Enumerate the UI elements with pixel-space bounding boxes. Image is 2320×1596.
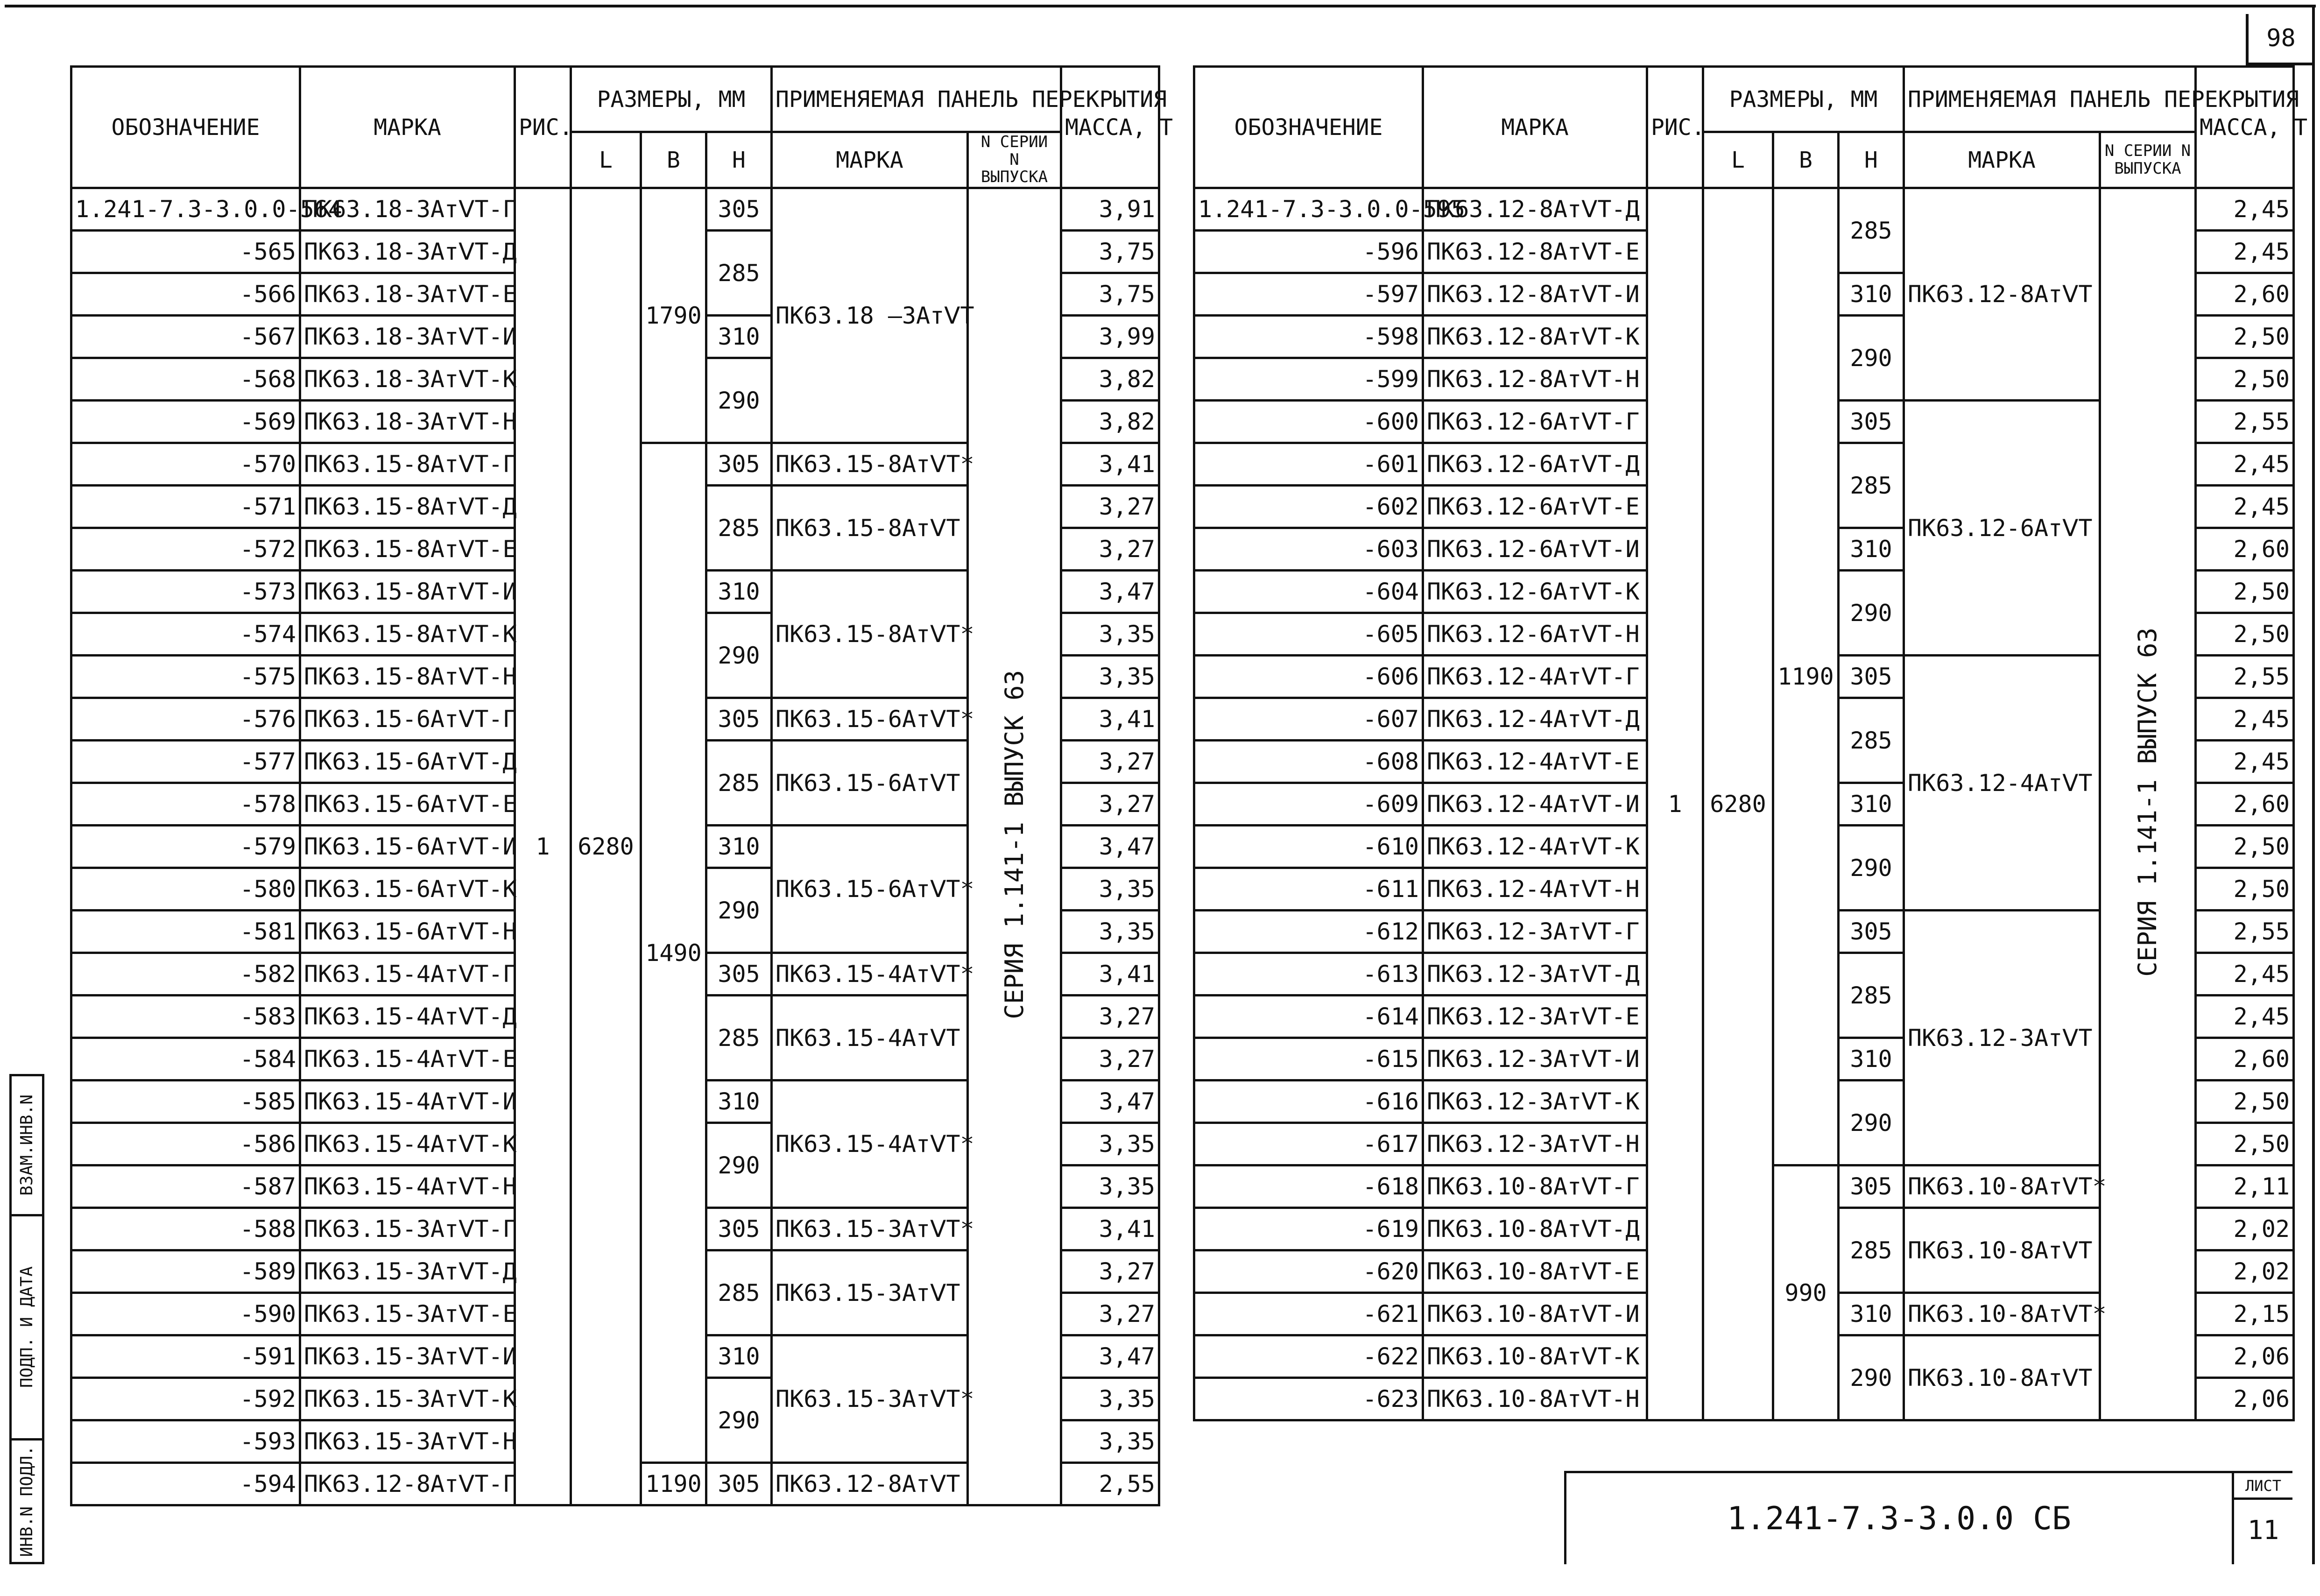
brand-cell: ПК63.12-3АтⅤТ-Н: [1423, 1123, 1647, 1165]
height-cell: 290: [706, 358, 772, 443]
brand-cell: ПК63.18-3АтⅤТ-Н: [300, 401, 515, 443]
mass-cell: 3,99: [1061, 316, 1159, 358]
panel-brand-cell: ПК63.15-4АтⅤТ*: [772, 953, 968, 996]
page-number-box: [2246, 14, 2313, 65]
brand-cell: ПК63.12-4АтⅤТ-Е: [1423, 741, 1647, 783]
designation-cell: -605: [1194, 613, 1423, 656]
brand-cell: ПК63.12-4АтⅤТ-Д: [1423, 698, 1647, 741]
height-cell: 285: [706, 1250, 772, 1335]
mass-cell: 3,47: [1061, 1080, 1159, 1123]
height-cell: 305: [1839, 656, 1904, 698]
mass-cell: 3,27: [1061, 741, 1159, 783]
height-cell: 290: [706, 1378, 772, 1463]
brand-cell: ПК63.15-6АтⅤТ-К: [300, 868, 515, 911]
header-panel-series: N СЕРИИ N ВЫПУСКА: [968, 132, 1061, 188]
series-cell: [968, 188, 1061, 1505]
mass-cell: 2,06: [2196, 1335, 2294, 1378]
header-fig: РИС.: [1647, 67, 1703, 188]
inv-label: ИНВ.N ПОДЛ.: [17, 1445, 36, 1557]
designation-cell: -572: [71, 528, 300, 571]
brand-cell: ПК63.15-8АтⅤТ-И: [300, 571, 515, 613]
series-note: СЕРИЯ 1.141-1 ВЫПУСК 63: [999, 670, 1029, 1019]
mass-cell: 3,82: [1061, 358, 1159, 401]
mass-cell: 3,35: [1061, 656, 1159, 698]
brand-cell: ПК63.12-3АтⅤТ-Г: [1423, 911, 1647, 953]
brand-cell: ПК63.15-4АтⅤТ-И: [300, 1080, 515, 1123]
panel-brand-cell: ПК63.10-8АтⅤТ*: [1904, 1165, 2100, 1208]
panel-brand-cell: ПК63.15-6АтⅤТ*: [772, 826, 968, 953]
brand-cell: ПК63.18-3АтⅤТ-Д: [300, 231, 515, 273]
designation-cell: -575: [71, 656, 300, 698]
page-number: 98: [2266, 24, 2296, 52]
designation-cell: -601: [1194, 443, 1423, 486]
fig-cell: 1: [515, 188, 571, 1505]
height-cell: 305: [706, 698, 772, 741]
brand-cell: ПК63.15-6АтⅤТ-Д: [300, 741, 515, 783]
designation-cell: -617: [1194, 1123, 1423, 1165]
designation-cell: -581: [71, 911, 300, 953]
right-border-line: [2312, 5, 2315, 1564]
spec-table-right: [1193, 65, 2308, 1421]
mass-cell: 3,35: [1061, 1420, 1159, 1463]
designation-cell: -614: [1194, 996, 1423, 1038]
width-cell: 1790: [641, 188, 706, 443]
header-fig: РИС.: [515, 67, 571, 188]
brand-cell: ПК63.10-8АтⅤТ-Д: [1423, 1208, 1647, 1250]
width-cell: 1490: [641, 443, 706, 1463]
mass-cell: 2,45: [2196, 741, 2294, 783]
designation-cell: -598: [1194, 316, 1423, 358]
height-cell: 290: [1839, 571, 1904, 656]
brand-cell: ПК63.18-3АтⅤТ-Е: [300, 273, 515, 316]
mass-cell: 3,27: [1061, 1250, 1159, 1293]
brand-cell: ПК63.12-3АтⅤТ-К: [1423, 1080, 1647, 1123]
brand-cell: ПК63.12-6АтⅤТ-Д: [1423, 443, 1647, 486]
brand-cell: ПК63.12-8АтⅤТ-Д: [1423, 188, 1647, 231]
panel-brand-cell: ПК63.15-6АтⅤТ: [772, 741, 968, 826]
brand-cell: ПК63.12-3АтⅤТ-И: [1423, 1038, 1647, 1080]
sign-date-label: ПОДП. И ДАТА: [17, 1266, 36, 1388]
mass-cell: 3,35: [1061, 1123, 1159, 1165]
series-note: СЕРИЯ 1.141-1 ВЫПУСК 63: [2133, 628, 2163, 977]
mass-cell: 3,47: [1061, 1335, 1159, 1378]
designation-cell: -611: [1194, 868, 1423, 911]
brand-cell: ПК63.10-8АтⅤТ-Е: [1423, 1250, 1647, 1293]
mass-cell: 3,27: [1061, 1038, 1159, 1080]
brand-cell: ПК63.12-6АтⅤТ-Н: [1423, 613, 1647, 656]
header-h: H: [1839, 132, 1904, 188]
mass-cell: 3,27: [1061, 528, 1159, 571]
designation-cell: -569: [71, 401, 300, 443]
designation-cell: -619: [1194, 1208, 1423, 1250]
designation-cell: -616: [1194, 1080, 1423, 1123]
height-cell: 285: [1839, 1208, 1904, 1293]
panel-brand-cell: ПК63.12-4АтⅤТ: [1904, 656, 2100, 911]
designation-cell: -573: [71, 571, 300, 613]
designation-cell: -600: [1194, 401, 1423, 443]
spec-table-left: [70, 65, 1173, 1506]
designation-cell: -584: [71, 1038, 300, 1080]
mass-cell: 2,55: [2196, 911, 2294, 953]
brand-cell: ПК63.12-8АтⅤТ-К: [1423, 316, 1647, 358]
designation-cell: -594: [71, 1463, 300, 1505]
brand-cell: ПК63.12-3АтⅤТ-Д: [1423, 953, 1647, 996]
panel-brand-cell: ПК63.15-3АтⅤТ*: [772, 1335, 968, 1463]
mass-cell: 2,11: [2196, 1165, 2294, 1208]
panel-brand-cell: ПК63.10-8АтⅤТ: [1904, 1335, 2100, 1420]
panel-brand-cell: ПК63.15-4АтⅤТ: [772, 996, 968, 1080]
brand-cell: ПК63.12-8АтⅤТ-И: [1423, 273, 1647, 316]
mass-cell: 2,45: [2196, 231, 2294, 273]
mass-cell: 2,50: [2196, 868, 2294, 911]
mass-cell: 2,06: [2196, 1378, 2294, 1420]
height-cell: 290: [1839, 1335, 1904, 1420]
header-dims: РАЗМЕРЫ, ММ: [571, 67, 772, 132]
designation-cell: -580: [71, 868, 300, 911]
designation-cell: -588: [71, 1208, 300, 1250]
brand-cell: ПК63.18-3АтⅤТ-И: [300, 316, 515, 358]
brand-cell: ПК63.15-4АтⅤТ-Е: [300, 1038, 515, 1080]
height-cell: 305: [1839, 1165, 1904, 1208]
mass-cell: 3,27: [1061, 996, 1159, 1038]
mass-cell: 3,35: [1061, 868, 1159, 911]
mass-cell: 3,35: [1061, 1378, 1159, 1420]
brand-cell: ПК63.12-4АтⅤТ-И: [1423, 783, 1647, 826]
width-cell: 1190: [641, 1463, 706, 1505]
mass-cell: 2,55: [2196, 656, 2294, 698]
height-cell: 290: [1839, 316, 1904, 401]
fig-cell: 1: [1647, 188, 1703, 1420]
brand-cell: ПК63.15-3АтⅤТ-Г: [300, 1208, 515, 1250]
height-cell: 285: [706, 486, 772, 571]
designation-cell: -579: [71, 826, 300, 868]
height-cell: 305: [706, 953, 772, 996]
height-cell: 290: [706, 613, 772, 698]
header-panel-brand: МАРКА: [772, 132, 968, 188]
mass-cell: 2,60: [2196, 528, 2294, 571]
length-cell: 6280: [1703, 188, 1773, 1420]
brand-cell: ПК63.12-8АтⅤТ-Е: [1423, 231, 1647, 273]
brand-cell: ПК63.12-4АтⅤТ-К: [1423, 826, 1647, 868]
mass-cell: 3,41: [1061, 953, 1159, 996]
height-cell: 310: [706, 1080, 772, 1123]
mass-cell: 2,60: [2196, 273, 2294, 316]
designation-cell: -603: [1194, 528, 1423, 571]
brand-cell: ПК63.15-3АтⅤТ-Е: [300, 1293, 515, 1335]
brand-cell: ПК63.12-3АтⅤТ-Е: [1423, 996, 1647, 1038]
designation-cell: -623: [1194, 1378, 1423, 1420]
series-cell: [2100, 188, 2196, 1420]
height-cell: 285: [706, 231, 772, 316]
designation-cell: -608: [1194, 741, 1423, 783]
designation-cell: -622: [1194, 1335, 1423, 1378]
panel-brand-cell: ПК63.15-8АтⅤТ*: [772, 571, 968, 698]
mass-cell: 3,41: [1061, 443, 1159, 486]
designation-cell: -613: [1194, 953, 1423, 996]
designation-cell: -583: [71, 996, 300, 1038]
brand-cell: ПК63.12-4АтⅤТ-Н: [1423, 868, 1647, 911]
header-panel-series: N СЕРИИ N ВЫПУСКА: [2100, 132, 2196, 188]
designation-cell: -586: [71, 1123, 300, 1165]
brand-cell: ПК63.10-8АтⅤТ-И: [1423, 1293, 1647, 1335]
height-cell: 310: [1839, 1038, 1904, 1080]
mass-cell: 3,47: [1061, 826, 1159, 868]
header-brand: МАРКА: [300, 67, 515, 188]
brand-cell: ПК63.12-6АтⅤТ-И: [1423, 528, 1647, 571]
height-cell: 305: [706, 1463, 772, 1505]
height-cell: 285: [706, 741, 772, 826]
panel-brand-cell: ПК63.10-8АтⅤТ: [1904, 1208, 2100, 1293]
mass-cell: 2,55: [1061, 1463, 1159, 1505]
table-row: [71, 188, 1159, 231]
table-row: [1194, 188, 2294, 231]
brand-cell: ПК63.15-8АтⅤТ-К: [300, 613, 515, 656]
mass-cell: 3,27: [1061, 783, 1159, 826]
mass-cell: 2,50: [2196, 571, 2294, 613]
brand-cell: ПК63.15-8АтⅤТ-Д: [300, 486, 515, 528]
mass-cell: 2,60: [2196, 783, 2294, 826]
brand-cell: ПК63.18-3АтⅤТ-Г: [300, 188, 515, 231]
mass-cell: 3,82: [1061, 401, 1159, 443]
brand-cell: ПК63.12-4АтⅤТ-Г: [1423, 656, 1647, 698]
width-cell: 1190: [1773, 188, 1839, 1165]
mass-cell: 2,50: [2196, 1080, 2294, 1123]
height-cell: 305: [706, 188, 772, 231]
designation-cell: -574: [71, 613, 300, 656]
header-b: B: [641, 132, 706, 188]
brand-cell: ПК63.15-8АтⅤТ-Е: [300, 528, 515, 571]
mass-cell: 3,35: [1061, 1165, 1159, 1208]
designation-cell: -578: [71, 783, 300, 826]
header-h: H: [706, 132, 772, 188]
designation-cell: -604: [1194, 571, 1423, 613]
designation-cell: -592: [71, 1378, 300, 1420]
mass-cell: 2,50: [2196, 826, 2294, 868]
mass-cell: 3,91: [1061, 188, 1159, 231]
designation-cell: -599: [1194, 358, 1423, 401]
sign-date-cell: [12, 1216, 42, 1441]
brand-cell: ПК63.10-8АтⅤТ-К: [1423, 1335, 1647, 1378]
height-cell: 285: [1839, 953, 1904, 1038]
brand-cell: ПК63.10-8АтⅤТ-Н: [1423, 1378, 1647, 1420]
designation-cell: -606: [1194, 656, 1423, 698]
sheet-number: 11: [2247, 1515, 2279, 1546]
panel-brand-cell: ПК63.15-8АтⅤТ*: [772, 443, 968, 486]
panel-brand-cell: ПК63.15-3АтⅤТ*: [772, 1208, 968, 1250]
mass-cell: 2,45: [2196, 443, 2294, 486]
header-l: L: [571, 132, 641, 188]
brand-cell: ПК63.15-3АтⅤТ-Д: [300, 1250, 515, 1293]
title-block: [1564, 1471, 2292, 1564]
designation-cell: -615: [1194, 1038, 1423, 1080]
brand-cell: ПК63.10-8АтⅤТ-Г: [1423, 1165, 1647, 1208]
panel-brand-cell: ПК63.15-4АтⅤТ*: [772, 1080, 968, 1208]
designation-cell: -566: [71, 273, 300, 316]
brand-cell: ПК63.15-6АтⅤТ-Е: [300, 783, 515, 826]
mass-cell: 3,41: [1061, 1208, 1159, 1250]
brand-cell: ПК63.15-8АтⅤТ-Н: [300, 656, 515, 698]
inv-cell: [12, 1441, 42, 1562]
mass-cell: 3,35: [1061, 911, 1159, 953]
brand-cell: ПК63.15-4АтⅤТ-Н: [300, 1165, 515, 1208]
mass-cell: 2,50: [2196, 316, 2294, 358]
designation-cell: -607: [1194, 698, 1423, 741]
designation-cell: -567: [71, 316, 300, 358]
panel-brand-cell: ПК63.15-8АтⅤТ: [772, 486, 968, 571]
mass-cell: 3,35: [1061, 613, 1159, 656]
designation-cell: -570: [71, 443, 300, 486]
brand-cell: ПК63.12-6АтⅤТ-К: [1423, 571, 1647, 613]
header-mass: МАССА, Т: [2196, 67, 2294, 188]
mass-cell: 3,27: [1061, 486, 1159, 528]
mass-cell: 3,75: [1061, 231, 1159, 273]
height-cell: 305: [1839, 911, 1904, 953]
designation-cell: -593: [71, 1420, 300, 1463]
designation-cell: -591: [71, 1335, 300, 1378]
height-cell: 310: [1839, 783, 1904, 826]
mass-cell: 2,50: [2196, 613, 2294, 656]
mass-cell: 2,45: [2196, 698, 2294, 741]
height-cell: 290: [706, 868, 772, 953]
height-cell: 310: [706, 826, 772, 868]
brand-cell: ПК63.15-6АтⅤТ-Г: [300, 698, 515, 741]
brand-cell: ПК63.12-8АтⅤТ-Н: [1423, 358, 1647, 401]
height-cell: 290: [1839, 826, 1904, 911]
mass-cell: 3,47: [1061, 571, 1159, 613]
side-stamp: [9, 1074, 44, 1564]
mass-cell: 2,45: [2196, 953, 2294, 996]
document-code: 1.241-7.3-3.0.0 СБ: [1727, 1500, 2071, 1537]
brand-cell: ПК63.15-6АтⅤТ-И: [300, 826, 515, 868]
designation-cell: -621: [1194, 1293, 1423, 1335]
header-panel: ПРИМЕНЯЕМАЯ ПАНЕЛЬ ПЕРЕКРЫТИЯ: [772, 67, 1061, 132]
mass-cell: 2,15: [2196, 1293, 2294, 1335]
panel-brand-cell: ПК63.15-6АтⅤТ*: [772, 698, 968, 741]
header-mass: МАССА, Т: [1061, 67, 1159, 188]
designation-cell: -596: [1194, 231, 1423, 273]
mass-cell: 2,50: [2196, 1123, 2294, 1165]
mass-cell: 2,45: [2196, 996, 2294, 1038]
height-cell: 285: [1839, 188, 1904, 273]
header-panel-brand: МАРКА: [1904, 132, 2100, 188]
brand-cell: ПК63.15-4АтⅤТ-Д: [300, 996, 515, 1038]
header-designation: ОБОЗНАЧЕНИЕ: [1194, 67, 1423, 188]
height-cell: 285: [1839, 443, 1904, 528]
panel-brand-cell: ПК63.12-6АтⅤТ: [1904, 401, 2100, 656]
header-brand: МАРКА: [1423, 67, 1647, 188]
designation-cell: -590: [71, 1293, 300, 1335]
brand-cell: ПК63.15-6АтⅤТ-Н: [300, 911, 515, 953]
brand-cell: ПК63.15-3АтⅤТ-К: [300, 1378, 515, 1420]
designation-cell: -618: [1194, 1165, 1423, 1208]
height-cell: 310: [706, 571, 772, 613]
brand-cell: ПК63.15-8АтⅤТ-Г: [300, 443, 515, 486]
height-cell: 310: [1839, 1293, 1904, 1335]
mass-cell: 3,75: [1061, 273, 1159, 316]
designation-cell: 1.241-7.3-3.0.0-564: [71, 188, 300, 231]
mass-cell: 2,60: [2196, 1038, 2294, 1080]
height-cell: 305: [1839, 401, 1904, 443]
top-border-line: [5, 5, 2316, 7]
panel-brand-cell: ПК63.12-8АтⅤТ: [1904, 188, 2100, 401]
header-designation: ОБОЗНАЧЕНИЕ: [71, 67, 300, 188]
panel-brand-cell: ПК63.18 –3АтⅤТ: [772, 188, 968, 443]
brand-cell: ПК63.15-3АтⅤТ-Н: [300, 1420, 515, 1463]
mass-cell: 3,27: [1061, 1293, 1159, 1335]
designation-cell: -577: [71, 741, 300, 783]
brand-cell: ПК63.15-3АтⅤТ-И: [300, 1335, 515, 1378]
mass-cell: 2,02: [2196, 1208, 2294, 1250]
brand-cell: ПК63.18-3АтⅤТ-К: [300, 358, 515, 401]
sheet-box: [2232, 1473, 2292, 1564]
height-cell: 305: [706, 443, 772, 486]
designation-cell: -610: [1194, 826, 1423, 868]
panel-brand-cell: ПК63.15-3АтⅤТ: [772, 1250, 968, 1335]
mass-cell: 2,45: [2196, 486, 2294, 528]
brand-cell: ПК63.15-4АтⅤТ-Г: [300, 953, 515, 996]
mass-cell: 2,45: [2196, 188, 2294, 231]
panel-brand-cell: ПК63.12-3АтⅤТ: [1904, 911, 2100, 1165]
height-cell: 290: [1839, 1080, 1904, 1165]
designation-cell: 1.241-7.3-3.0.0-595: [1194, 188, 1423, 231]
height-cell: 285: [1839, 698, 1904, 783]
mass-cell: 3,41: [1061, 698, 1159, 741]
brand-cell: ПК63.12-6АтⅤТ-Г: [1423, 401, 1647, 443]
header-panel: ПРИМЕНЯЕМАЯ ПАНЕЛЬ ПЕРЕКРЫТИЯ: [1904, 67, 2196, 132]
designation-cell: -597: [1194, 273, 1423, 316]
designation-cell: -589: [71, 1250, 300, 1293]
header-l: L: [1703, 132, 1773, 188]
header-b: B: [1773, 132, 1839, 188]
designation-cell: -612: [1194, 911, 1423, 953]
width-cell: 990: [1773, 1165, 1839, 1420]
panel-brand-cell: ПК63.12-8АтⅤТ: [772, 1463, 968, 1505]
designation-cell: -582: [71, 953, 300, 996]
designation-cell: -602: [1194, 486, 1423, 528]
sheet-label: ЛИСТ: [2234, 1477, 2292, 1500]
designation-cell: -587: [71, 1165, 300, 1208]
height-cell: 305: [706, 1208, 772, 1250]
designation-cell: -571: [71, 486, 300, 528]
height-cell: 285: [706, 996, 772, 1080]
panel-brand-cell: ПК63.10-8АтⅤТ*: [1904, 1293, 2100, 1335]
replace-inv-cell: [12, 1076, 42, 1216]
length-cell: 6280: [571, 188, 641, 1505]
height-cell: 310: [1839, 528, 1904, 571]
designation-cell: -565: [71, 231, 300, 273]
designation-cell: -609: [1194, 783, 1423, 826]
designation-cell: -568: [71, 358, 300, 401]
mass-cell: 2,02: [2196, 1250, 2294, 1293]
designation-cell: -576: [71, 698, 300, 741]
height-cell: 310: [1839, 273, 1904, 316]
height-cell: 290: [706, 1123, 772, 1208]
brand-cell: ПК63.12-8АтⅤТ-Г: [300, 1463, 515, 1505]
brand-cell: ПК63.15-4АтⅤТ-К: [300, 1123, 515, 1165]
height-cell: 310: [706, 1335, 772, 1378]
height-cell: 310: [706, 316, 772, 358]
header-dims: РАЗМЕРЫ, ММ: [1703, 67, 1904, 132]
replace-inv-label: ВЗАМ.ИНВ.N: [17, 1095, 36, 1196]
designation-cell: -620: [1194, 1250, 1423, 1293]
brand-cell: ПК63.12-6АтⅤТ-Е: [1423, 486, 1647, 528]
mass-cell: 2,50: [2196, 358, 2294, 401]
designation-cell: -585: [71, 1080, 300, 1123]
mass-cell: 2,55: [2196, 401, 2294, 443]
